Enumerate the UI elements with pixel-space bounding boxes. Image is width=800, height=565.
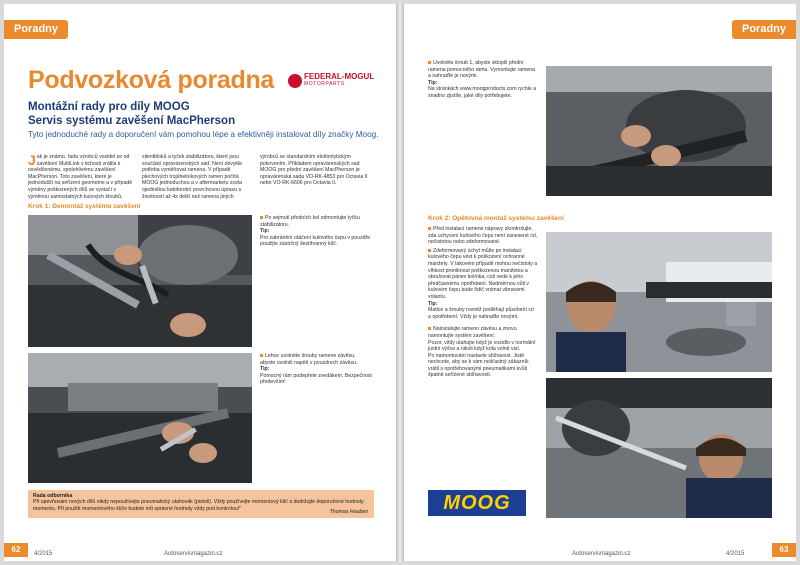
photo-mechanic-install bbox=[546, 232, 772, 372]
page-number: 62 bbox=[4, 543, 28, 557]
step-1-bullet-2-text: Lehce uvolněte šrouby ramene závěsu, abyste uvolnili napětí v pouzdrech závěsu. bbox=[260, 353, 358, 366]
bullet-dot bbox=[260, 216, 263, 219]
column-1-text: ak je známo, řada výrobců vozidel se od zavěšení MultiLink v tichosti vrátila k osvědčenému, spolehlivému zavěšení MacPherson. Toto zavěšení, které je jednodušší na seřízení geometrie a v případě výměny poškozených dílů se vystačí s výměnou samostatných kulových kloubů, bbox=[28, 154, 133, 200]
left-page bbox=[4, 4, 396, 561]
photo-arm-removal bbox=[546, 66, 772, 196]
section-tag: Poradny bbox=[732, 20, 796, 39]
step-2-bullet-3: Nainstalujte rameno závěsu a znovu namontujte systém zavěšení. bbox=[428, 326, 517, 339]
photo-tighten-graphic bbox=[546, 378, 772, 518]
photo-subframe-bolts bbox=[28, 353, 252, 483]
step-2-heading: Krok 2: Opětovná montáž systému zavěšení bbox=[428, 215, 564, 222]
right-page bbox=[404, 4, 796, 561]
subtitle-line-2: Servis systému zavěšení MacPherson bbox=[28, 115, 236, 127]
top-tip-text: Na stránkách www.moogproducts.com rychle a snadno zjistíte, jaké díly potřebujete. bbox=[428, 86, 537, 99]
section-tag: Poradny bbox=[4, 20, 68, 39]
photo-mechanic-tighten bbox=[546, 378, 772, 518]
top-bullet bbox=[428, 60, 538, 100]
step-2-bullet-3-more2: Po namontování nastavte sbíhavost. Jistě nechcete, aby se k vám nešťastný zákazník vrátil s opotřebovanými pneumatikami kvůli špatně seřízené sbíhavosti. bbox=[428, 352, 529, 379]
bullet-dot bbox=[428, 61, 431, 64]
tip-label: Tip: bbox=[428, 79, 438, 86]
tip-label: Tip: bbox=[260, 366, 270, 373]
body-column-2: silentbloků a tyček stabilizátoru, které jsou součástí opravárenských sad. Není obvykle potřeba vyměňovat ramena. V případě plechových trojúhelníkových ramen počítá MOOG jednoduchou a v aftermarketu zcela ojedinělou katoforetní povrchovou úpravu s životností až 4x delší než ramena jiných bbox=[142, 154, 243, 200]
article-subtitle bbox=[28, 100, 235, 128]
footer-site: Autoservismagazin.cz bbox=[164, 551, 223, 557]
brand-mark-icon bbox=[288, 74, 302, 88]
step-1-heading: Krok 1: Demontáž systému zavěšení bbox=[28, 203, 141, 210]
step-2-bullet-2: Zdeformovaný úchyt může po instalaci kulového čepu vést k poškození ochranné manžety. V takovém případě mohou nečistoty a vlhkost proniknout poškozenou manžetou a obrušovat pánev kolínka, což vede k jeho předčasnému opotřebení. Nadměrnou vůli v kulovém čepu bude řidič vnímat vibracemi volantu. bbox=[428, 247, 538, 300]
footer-site: Autoservismagazin.cz bbox=[572, 551, 631, 557]
step-2-bullet-group bbox=[428, 226, 538, 379]
tip-label: Tip: bbox=[260, 228, 270, 235]
bullet-dot bbox=[260, 354, 263, 357]
step-1-bullet-1-tip: Pro zabránění otáčení kulového čepu v pouzdře použijte zástrčný šestihranný klíč. bbox=[260, 234, 371, 248]
photo-mechanic-graphic bbox=[546, 232, 772, 372]
bullet-dot bbox=[428, 249, 431, 252]
moog-logo: MOOG bbox=[428, 490, 526, 516]
brand-name: FEDERAL-MOGUL bbox=[304, 72, 375, 81]
step-2-bullet-1: Před instalací ramene nápravy zkontrolujte, zda uchycení kulového čepu není zanesené rzí, nečistotou nebo zdeformované. bbox=[428, 226, 538, 246]
bullet-dot bbox=[428, 227, 431, 230]
step-1-bullet-1-text: Po sejmutí předních kol odmontujte tyčku stabilizátoru. bbox=[260, 215, 360, 228]
page-number: 63 bbox=[772, 543, 796, 557]
step-1-bullet-2 bbox=[260, 353, 372, 386]
step-1-bullet-1 bbox=[260, 215, 372, 248]
step-2-bullet-3-more: Pozor, vždy utahujte když je vozidlo v normální jízdní výšce a nikoli když kola volně visí. bbox=[428, 339, 536, 353]
page-gutter bbox=[396, 4, 404, 561]
step-1-bullet-2-tip: Pomocný rám podepřete zvedákem. Bezpečnost především! bbox=[260, 372, 372, 386]
photo-stabilizer-graphic bbox=[28, 215, 252, 347]
body-column-1 bbox=[28, 154, 136, 200]
advice-title: Rada odborníka bbox=[33, 493, 73, 499]
lede-paragraph: Tyto jednoduché rady a doporučení vám pomohou lépe a efektivněji instalovat díly značky Moog. bbox=[28, 130, 379, 139]
brand-sub: MOTORPARTS bbox=[304, 81, 345, 87]
advice-author: Thomas Houben bbox=[329, 508, 368, 515]
photo-stabilizer-removal bbox=[28, 215, 252, 347]
federal-mogul-logo bbox=[288, 72, 375, 90]
advice-text: Při upevňování nových dílů nikdy nepoužívejte pneumatický utahovák (pistoli). Vždy používejte momentový klíč a dodržujte doporučené hodnoty momentu. Při použití momentového klíče budete mít správné hodnoty vždy pod kontrolou!" bbox=[33, 499, 364, 512]
step-2-tip: Matice a šrouby rovněž podléhají působení rzi a opotřebení. Vždy je nahraďte novými. bbox=[428, 307, 534, 320]
subtitle-line-1: Montážní rady pro díly MOOG bbox=[28, 101, 190, 113]
article-title: Podvozková poradna bbox=[28, 66, 275, 94]
photo-arm-graphic bbox=[546, 66, 772, 196]
bullet-dot bbox=[428, 327, 431, 330]
footer-issue: 4/2015 bbox=[726, 551, 745, 557]
top-bullet-text: Uvolněte šroub 1, abyste sklopili přední ramena pomocného rámu. Vymontujte ramena a nahraďte je novými. bbox=[428, 60, 536, 80]
expert-advice-box bbox=[28, 490, 374, 518]
dropcap: J bbox=[28, 152, 36, 168]
footer-issue: 4/2015 bbox=[34, 551, 53, 557]
photo-subframe-graphic bbox=[28, 353, 252, 483]
tip-label: Tip: bbox=[428, 300, 438, 307]
body-column-3: výrobců se standardním elektrolytickým pokovením. Příkladem opravárenských sad MOOG pro přední zavěšení MacPherson je opravárenská sada VO-RK-4853 pro Octavia II nebo VO-RK-6606 pro Octavia II. bbox=[260, 154, 368, 187]
